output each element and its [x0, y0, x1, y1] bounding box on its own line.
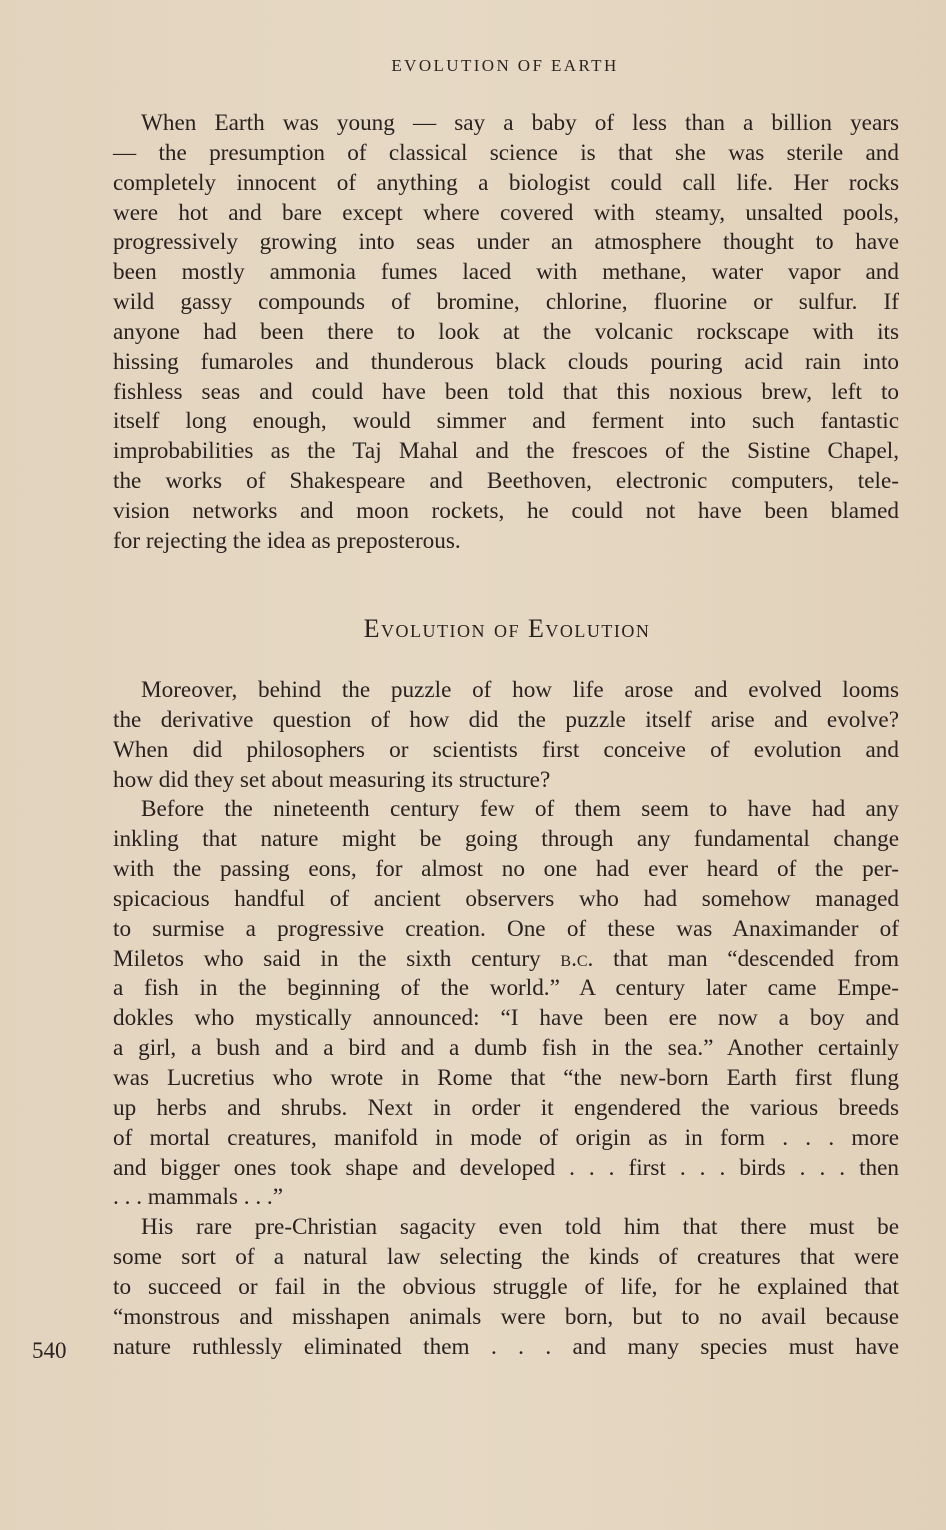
text-line: spicacious handful of ancient observers who had somehow managed [113, 885, 899, 912]
text-line: progressively growing into seas under an atmosphere thought to have [113, 229, 899, 256]
text-line: of mortal creatures, manifold in mode of origin as in form . . . more [113, 1124, 899, 1151]
era-abbreviation: b.c. [560, 945, 594, 972]
text-line: a fish in the beginning of the world.” A century later came Empe- [113, 975, 899, 1002]
text-line: was Lucretius who wrote in Rome that “the new-born Earth first flung [113, 1064, 899, 1091]
text-line [113, 945, 899, 975]
text-line: completely innocent of anything a biologist could call life. Her rocks [113, 169, 899, 196]
text-line: improbabilities as the Taj Mahal and the frescoes of the Sistine Chapel, [113, 438, 899, 465]
text-segment: that man “descended from [593, 945, 899, 972]
text-line: the derivative question of how did the puzzle itself arise and evolve? [113, 706, 899, 733]
text-line: . . . mammals . . .” [113, 1184, 284, 1211]
text-line: vision networks and moon rockets, he could not have been blamed [113, 497, 899, 524]
text-line: hissing fumaroles and thunderous black clouds pouring acid rain into [113, 348, 899, 375]
text-line: wild gassy compounds of bromine, chlorine, fluorine or sulfur. If [113, 289, 899, 316]
text-line: were hot and bare except where covered with steamy, unsalted pools, [113, 199, 899, 226]
text-line: When did philosophers or scientists first conceive of evolution and [113, 736, 899, 763]
text-line: Moreover, behind the puzzle of how life arose and evolved looms [141, 677, 899, 703]
text-line: His rare pre-Christian sagacity even told him that there must be [141, 1214, 899, 1241]
text-line: Before the nineteenth century few of them seem to have had any [141, 796, 899, 823]
paragraph-pre-christian-sagacity [113, 1213, 899, 1362]
body-text-evolution [113, 676, 899, 1362]
text-line: how did they set about measuring its structure? [113, 766, 551, 793]
text-segment: Miletos who said in the sixth century [113, 945, 561, 972]
paragraph-earth-young [113, 109, 899, 557]
text-line: fishless seas and could have been told that this noxious brew, left to [113, 378, 899, 405]
page-number: 540 [32, 1338, 67, 1363]
text-line: to succeed or fail in the obvious struggle of life, for he explained that [113, 1273, 899, 1300]
section-heading: Evolution of Evolution [363, 614, 651, 643]
paragraph-moreover [113, 676, 899, 795]
running-head: EVOLUTION OF EARTH [391, 56, 619, 75]
text-line: When Earth was young — say a baby of less than a billion years [141, 110, 899, 136]
text-line: “monstrous and misshapen animals were born, but to no avail because [113, 1303, 899, 1330]
text-line: for rejecting the idea as preposterous. [113, 527, 461, 554]
text-line: inkling that nature might be going through any fundamental change [113, 826, 899, 853]
text-line: up herbs and shrubs. Next in order it engendered the various breeds [113, 1094, 899, 1121]
text-line: the works of Shakespeare and Beethoven, electronic computers, tele- [113, 468, 899, 495]
text-line: anyone had been there to look at the volcanic rockscape with its [113, 318, 899, 345]
text-line: some sort of a natural law selecting the kinds of creatures that were [113, 1244, 899, 1271]
text-line: dokles who mystically announced: “I have been ere now a boy and [113, 1005, 899, 1032]
text-line: and bigger ones took shape and developed . . . first . . . birds . . . then [113, 1154, 899, 1181]
text-line: been mostly ammonia fumes laced with methane, water vapor and [113, 259, 899, 286]
text-line: nature ruthlessly eliminated them . . . and many species must have [113, 1333, 899, 1360]
text-line: itself long enough, would simmer and ferment into such fantastic [113, 408, 899, 435]
text-line: — the presumption of classical science is that she was sterile and [113, 139, 899, 166]
text-line: to surmise a progressive creation. One of these was Anaximander of [113, 915, 899, 942]
text-line: with the passing eons, for almost no one had ever heard of the per- [113, 856, 899, 883]
paragraph-before-nineteenth-century [113, 795, 899, 1213]
text-line: a girl, a bush and a bird and a dumb fish in the sea.” Another certainly [113, 1035, 899, 1062]
